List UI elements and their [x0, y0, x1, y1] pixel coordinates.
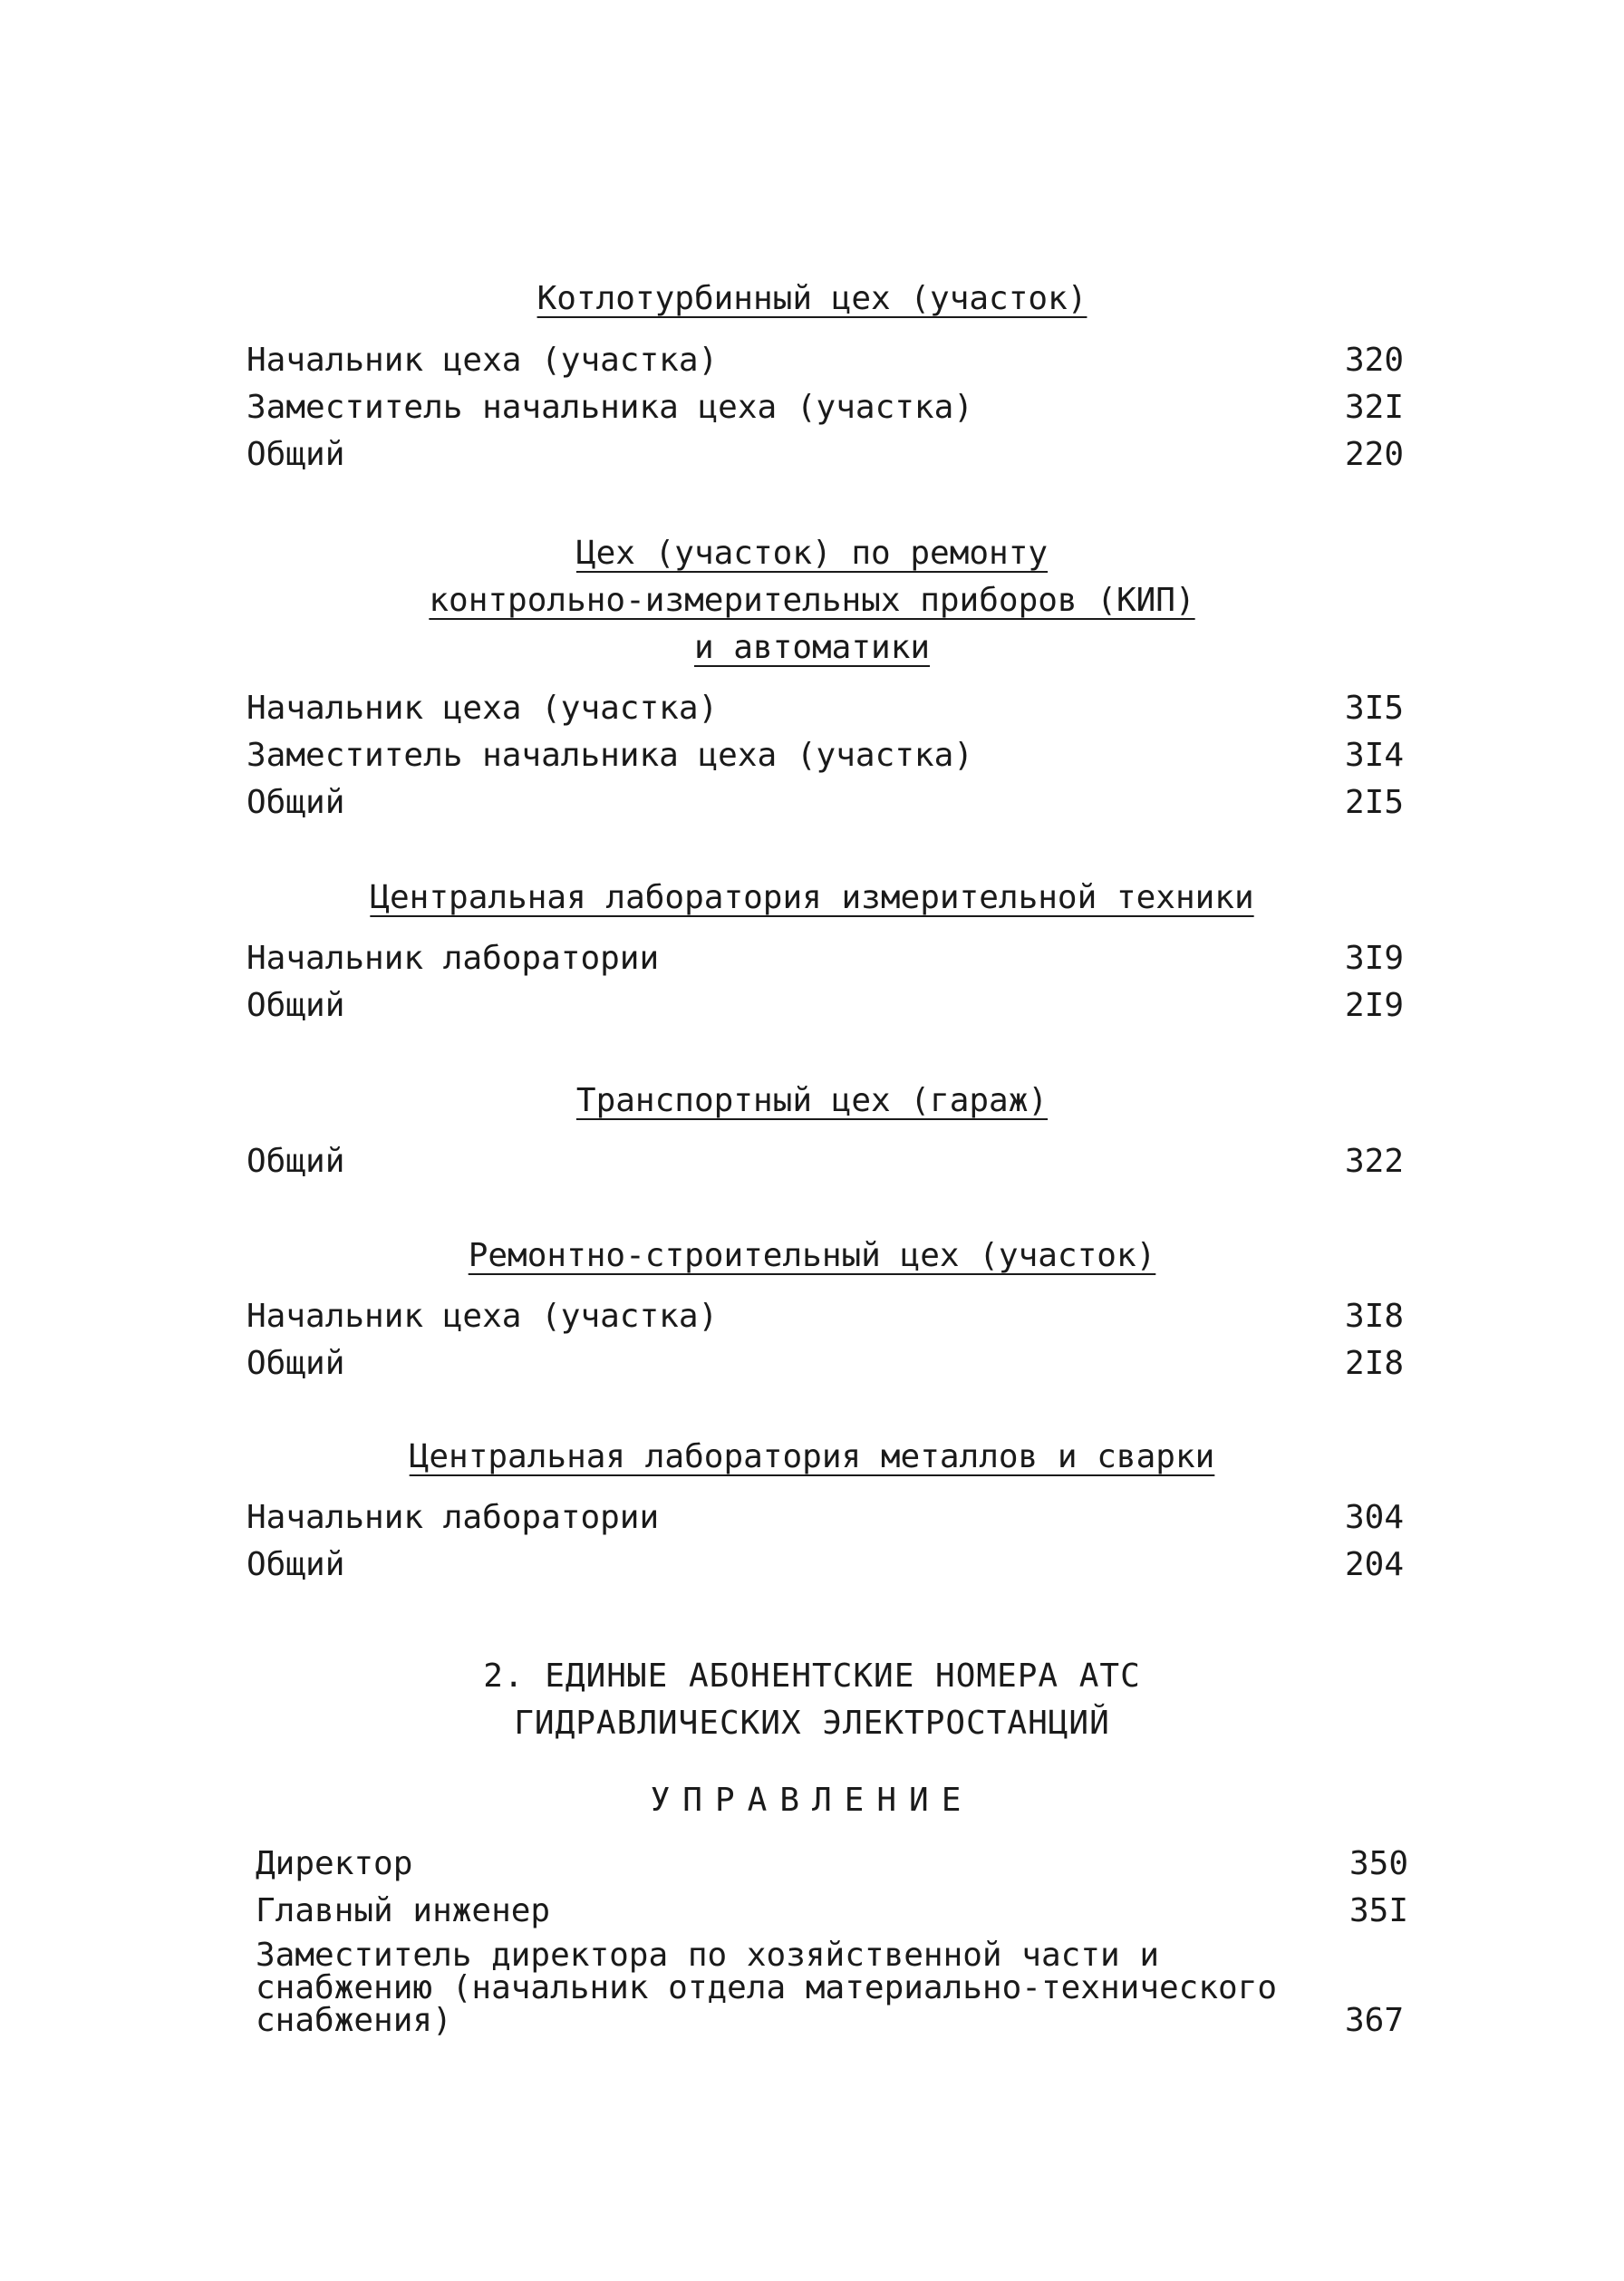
position-label: Начальник цеха (участка) [246, 342, 719, 379]
list-item [246, 1138, 1404, 1185]
section-heading-transportny: Транспортный цех (гараж) [575, 1082, 1049, 1119]
phone-number: 3I9 [1344, 940, 1404, 977]
list-item [246, 431, 1404, 478]
position-label: Общий [246, 1546, 345, 1583]
phone-number: 3I5 [1344, 690, 1404, 727]
phone-number: 3I4 [1344, 737, 1404, 774]
phone-number: 3I8 [1344, 1298, 1404, 1335]
list-item [246, 779, 1404, 826]
position-label: Начальник цеха (участка) [246, 1298, 719, 1335]
list-item [256, 1841, 1408, 1888]
position-label: Главный инженер [256, 1892, 551, 1929]
list-item [256, 1888, 1408, 1935]
position-label: Общий [246, 1143, 345, 1180]
part-title-line-1: 2. ЕДИНЫЕ АБОНЕНТСКИЕ НОМЕРА АТС [483, 1658, 1141, 1695]
list-item [246, 1542, 1404, 1589]
phone-number: 32I [1344, 389, 1404, 426]
list-item [246, 1494, 1404, 1542]
list-item-multiline [256, 1939, 1298, 2037]
position-label: Общий [246, 784, 345, 821]
list-item [246, 935, 1404, 982]
phone-number: 2I9 [1344, 987, 1404, 1024]
phone-number: 304 [1344, 1499, 1404, 1536]
phone-number: 220 [1344, 436, 1404, 473]
section-heading-kip-line-1: Цех (участок) по ремонту [575, 535, 1049, 572]
phone-number: 367 [1344, 2002, 1404, 2039]
phone-number: 2I8 [1344, 1345, 1404, 1382]
section-heading-kip-line-2: контрольно-измерительных приборов (КИП) [429, 582, 1195, 619]
position-label: Общий [246, 987, 345, 1024]
section-heading-kip-line-3: и автоматики [693, 629, 931, 666]
phone-number: 322 [1344, 1143, 1404, 1180]
phone-number: 2I5 [1344, 784, 1404, 821]
list-item [246, 384, 1404, 431]
section-heading-lab-izmeritelnoy: Центральная лаборатория измерительной техники [370, 879, 1254, 916]
section-heading-remontno-stroitelny: Ремонтно-строительный цех (участок) [468, 1237, 1156, 1274]
subsection-title: УПРАВЛЕНИЕ [650, 1782, 974, 1819]
position-label-line: снабжению (начальник отдела материально-технического [256, 1969, 1278, 2006]
list-item [246, 732, 1404, 779]
list-item [246, 1340, 1404, 1387]
position-label: Начальник цеха (участка) [246, 690, 719, 727]
part-title-line-2: ГИДРАВЛИЧЕСКИХ ЭЛЕКТРОСТАНЦИЙ [514, 1705, 1110, 1742]
list-item [246, 685, 1404, 732]
phone-number: 350 [1348, 1845, 1408, 1882]
section-heading-lab-metallov: Центральная лаборатория металлов и сварки [409, 1438, 1215, 1475]
section-heading-kotloturbinny: Котлотурбинный цех (участок) [536, 280, 1088, 317]
position-label: Директор [256, 1845, 413, 1882]
position-label: Начальник лаборатории [246, 940, 660, 977]
position-label: Заместитель начальника цеха (участка) [246, 389, 973, 426]
position-label-line: Заместитель директора по хозяйственной части и [256, 1937, 1159, 1974]
list-item [246, 1293, 1404, 1340]
position-label: Начальник лаборатории [246, 1499, 660, 1536]
phone-number: 320 [1344, 342, 1404, 379]
list-item [246, 982, 1404, 1029]
position-label: Общий [246, 1345, 345, 1382]
list-item [246, 337, 1404, 384]
phone-number: 204 [1344, 1546, 1404, 1583]
position-label-line: снабжения) [256, 2002, 452, 2039]
position-label: Заместитель начальника цеха (участка) [246, 737, 973, 774]
phone-number: 35I [1348, 1892, 1408, 1929]
position-label: Общий [246, 436, 345, 473]
